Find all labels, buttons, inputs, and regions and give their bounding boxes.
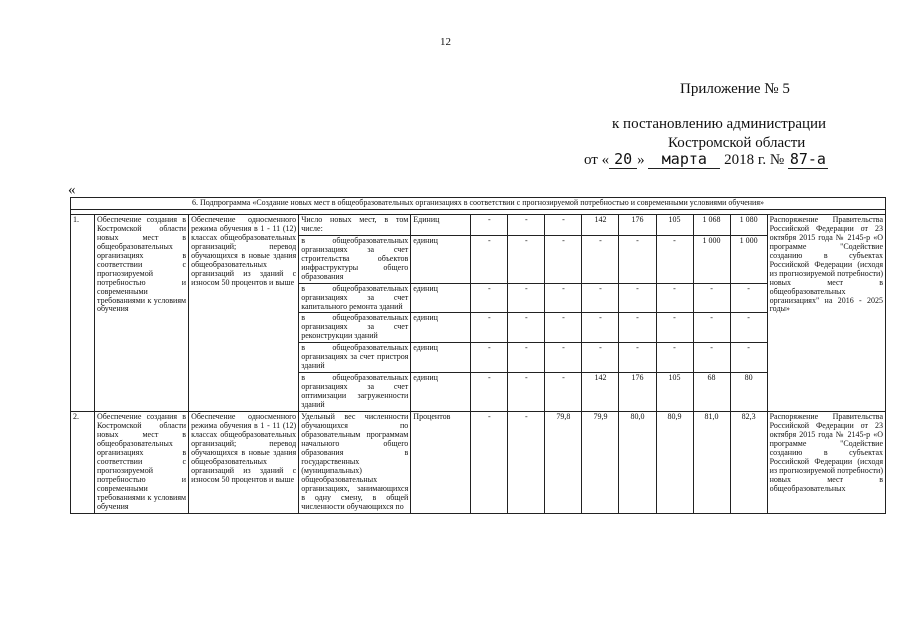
value-cell: 1 068 <box>693 214 730 235</box>
date-day: 20 <box>609 150 637 169</box>
unit-cell: единиц <box>411 235 471 283</box>
document-number: 87-а <box>789 150 826 168</box>
subprogram-title: 6. Подпрограмма «Создание новых мест в общеобразовательных организациях в соответствии с прогнозируемой потребностью и современными условиями обучения» <box>71 198 886 210</box>
value-cell: - <box>508 373 545 412</box>
value-cell: 79,8 <box>545 412 582 513</box>
value-cell: - <box>545 373 582 412</box>
unit-cell: Процентов <box>411 412 471 513</box>
value-cell: 176 <box>619 373 656 412</box>
indicator-cell: в общеобразовательных организациях за счет строительства объектов инфраструктуры общего образования <box>299 235 411 283</box>
value-cell: - <box>508 313 545 343</box>
value-cell: - <box>545 343 582 373</box>
indicators-table <box>70 197 886 514</box>
appendix-title: Приложение № 5 <box>680 81 790 97</box>
unit-cell: единиц <box>411 313 471 343</box>
goal-cell: Обеспечение создания в Костромской области новых мест в общеобразовательных организациях в соответствии с прогнозируемой потребностью и современными требованиями к условиям обучения <box>95 412 189 513</box>
value-cell: - <box>508 412 545 513</box>
unit-cell: единиц <box>411 373 471 412</box>
value-cell: 81,0 <box>693 412 730 513</box>
value-cell: - <box>545 313 582 343</box>
row-number: 1. <box>71 214 95 411</box>
value-cell: - <box>619 235 656 283</box>
value-cell: 142 <box>582 373 619 412</box>
value-cell: - <box>471 373 508 412</box>
value-cell: - <box>545 235 582 283</box>
value-cell: - <box>471 235 508 283</box>
value-cell: 68 <box>693 373 730 412</box>
value-cell: 105 <box>656 373 693 412</box>
value-cell: 1 000 <box>730 235 767 283</box>
indicator-cell: Число новых мест, в том числе: <box>299 214 411 235</box>
value-cell: 82,3 <box>730 412 767 513</box>
value-cell: 1 080 <box>730 214 767 235</box>
value-cell: - <box>471 214 508 235</box>
value-cell: 80 <box>730 373 767 412</box>
value-cell: - <box>693 343 730 373</box>
value-cell: - <box>545 214 582 235</box>
indicator-cell: в общеобразовательных организациях за счет реконструкции зданий <box>299 313 411 343</box>
value-cell: - <box>656 235 693 283</box>
value-cell: - <box>545 283 582 313</box>
value-cell: 142 <box>582 214 619 235</box>
basis-cell: Распоряжение Правительства Российской Федерации от 23 октября 2015 года № 2145-р «О программе "Содействие созданию в субъектах Российской Федерации (исходя из прогнозируемой потребности) новых мест в общеобразовательных <box>767 412 885 513</box>
value-cell: - <box>730 343 767 373</box>
unit-cell: Единиц <box>411 214 471 235</box>
value-cell: - <box>582 313 619 343</box>
value-cell: 80,0 <box>619 412 656 513</box>
value-cell: - <box>471 313 508 343</box>
task-cell: Обеспечение односменного режима обучения в 1 - 11 (12) классах общеобразовательных организаций; перевод обучающихся в новые здания общеобразовательных организаций из зданий с износом 50 процентов и выше <box>189 214 299 411</box>
value-cell: 105 <box>656 214 693 235</box>
page-number: 12 <box>440 36 451 48</box>
value-cell: - <box>693 283 730 313</box>
value-cell: - <box>471 412 508 513</box>
indicator-cell: в общеобразовательных организациях за счет капитального ремонта зданий <box>299 283 411 313</box>
value-cell: - <box>619 313 656 343</box>
value-cell: - <box>508 283 545 313</box>
table-row <box>71 412 886 513</box>
goal-cell: Обеспечение создания в Костромской области новых мест в общеобразовательных организациях в соответствии с прогнозируемой потребностью и современными требованиями к условиям обучения <box>95 214 189 411</box>
value-cell: - <box>656 283 693 313</box>
indicator-cell: в общеобразовательных организациях за счет оптимизации загруженности зданий <box>299 373 411 412</box>
date-number-line <box>584 150 828 169</box>
unit-cell: единиц <box>411 343 471 373</box>
value-cell: - <box>471 283 508 313</box>
open-quote: « <box>68 182 76 198</box>
value-cell: - <box>693 313 730 343</box>
date-prefix: от « <box>584 152 610 168</box>
value-cell: 1 000 <box>693 235 730 283</box>
unit-cell: единиц <box>411 283 471 313</box>
value-cell: - <box>619 343 656 373</box>
value-cell: 80,9 <box>656 412 693 513</box>
value-cell: 176 <box>619 214 656 235</box>
subprogram-caption-row <box>71 198 886 210</box>
indicator-cell: в общеобразовательных организациях за счет пристроя зданий <box>299 343 411 373</box>
table-row <box>71 214 886 235</box>
row-number: 2. <box>71 412 95 513</box>
value-cell: - <box>730 313 767 343</box>
value-cell: - <box>508 214 545 235</box>
value-cell: 79,9 <box>582 412 619 513</box>
value-cell: - <box>730 283 767 313</box>
date-month: марта <box>648 150 720 169</box>
basis-cell: Распоряжение Правительства Российской Федерации от 23 октября 2015 года № 2145-р «О программе "Содействие созданию в субъектах Российской Федерации (исходя из прогнозируемой потребности) новых мест в общеобразовательных организациях" на 2016 - 2025 годы» <box>767 214 885 411</box>
value-cell: - <box>471 343 508 373</box>
value-cell: - <box>582 235 619 283</box>
task-cell: Обеспечение односменного режима обучения в 1 - 11 (12) классах общеобразовательных организаций; перевод обучающихся в новые здания общеобразовательных организаций из зданий с износом 50 процентов и выше <box>189 412 299 513</box>
value-cell: - <box>619 283 656 313</box>
indicator-cell: Удельный вес численности обучающихся по образовательным программам начального общего образования в государственных (муниципальных) общеобразовательных организациях, занимающихся в одну смену, в общей численности обучающихся по <box>299 412 411 513</box>
date-mid: » <box>637 152 645 168</box>
value-cell: - <box>582 343 619 373</box>
date-year: 2018 г. № <box>724 152 785 168</box>
value-cell: - <box>582 283 619 313</box>
region-line: Костромской области <box>668 135 806 151</box>
value-cell: - <box>656 313 693 343</box>
value-cell: - <box>508 235 545 283</box>
value-cell: - <box>508 343 545 373</box>
resolution-line: к постановлению администрации <box>612 116 827 132</box>
value-cell: - <box>656 343 693 373</box>
